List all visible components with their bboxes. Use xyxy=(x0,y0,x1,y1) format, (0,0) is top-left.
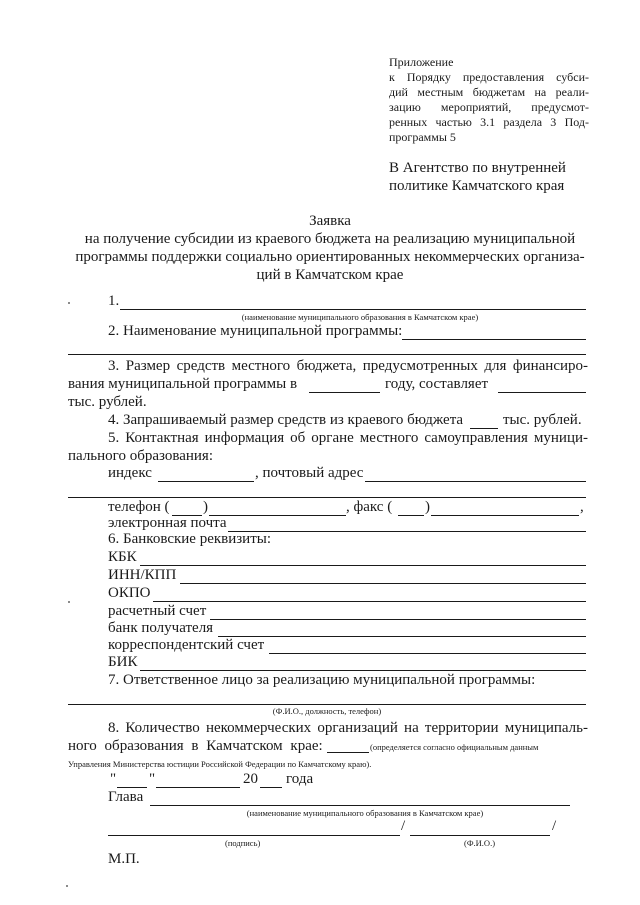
postal-address-field-cont[interactable] xyxy=(68,497,586,498)
item8-note-b: Управления Министерства юстиции Российской Федерации по Камчатскому краю). xyxy=(68,759,372,769)
item8-line2: ного образования в Камчатском крае: xyxy=(68,738,323,754)
date-quote-close: " xyxy=(149,771,156,787)
date-year-field[interactable] xyxy=(260,787,282,788)
local-budget-amount-field[interactable] xyxy=(498,392,586,393)
signature-field[interactable] xyxy=(108,835,400,836)
appendix-line: к Порядку предоставления субси- xyxy=(389,70,589,84)
item3-line1: 3. Размер средств местного бюджета, предусмотренных для финансиро- xyxy=(108,358,588,374)
fax-close-paren: ) xyxy=(425,499,430,515)
item5-line2: пального образования: xyxy=(68,448,213,464)
item7-caption: (Ф.И.О., должность, телефон) xyxy=(272,706,382,716)
phone-label: телефон ( xyxy=(108,499,170,515)
phone-close-paren: ) xyxy=(203,499,208,515)
phone-number-field[interactable] xyxy=(209,515,346,516)
addressee-line: политике Камчатского края xyxy=(389,178,565,194)
program-name-field[interactable] xyxy=(402,339,586,340)
appendix-line: дий местным бюджетам на реали- xyxy=(389,85,589,99)
date-day-field[interactable] xyxy=(117,787,147,788)
index-field[interactable] xyxy=(158,481,254,482)
item1-number: 1. xyxy=(108,293,120,309)
fax-number-field[interactable] xyxy=(431,515,579,516)
fio-caption: (Ф.И.О.) xyxy=(464,838,496,848)
bik-field[interactable] xyxy=(140,670,586,671)
email-field[interactable] xyxy=(228,531,586,532)
head-municipality-field[interactable] xyxy=(150,805,570,806)
municipality-name-field[interactable] xyxy=(120,309,586,310)
postal-address-label: , почтовый адрес xyxy=(255,465,364,481)
recipient-bank-field[interactable] xyxy=(218,636,586,637)
year-suffix: года xyxy=(286,771,314,787)
item1-caption: (наименование муниципального образования в Камчатском крае) xyxy=(241,312,479,322)
appendix-line: программы 5 xyxy=(389,130,456,144)
index-label: индекс xyxy=(108,465,152,481)
item5-line1: 5. Контактная информация об органе местного самоуправления муници- xyxy=(108,430,588,446)
item8-line1: 8. Количество некоммерческих организаций на территории муниципаль- xyxy=(108,720,588,736)
form-subtitle-line: программы поддержки социально ориентированных некоммерческих организа- xyxy=(75,249,585,265)
date-quote-open: " xyxy=(110,771,117,787)
kbk-field[interactable] xyxy=(140,565,586,566)
fax-code-field[interactable] xyxy=(398,515,424,516)
appendix-title: Приложение xyxy=(389,55,454,69)
item4-label: 4. Запрашиваемый размер средств из краевого бюджета xyxy=(108,412,464,428)
head-caption: (наименование муниципального образования в Камчатском крае) xyxy=(246,808,484,818)
item3-line2a: вания муниципальной программы в xyxy=(68,376,298,392)
settlement-account-field[interactable] xyxy=(210,619,586,620)
bank-field-label: БИК xyxy=(108,654,138,670)
form-subtitle-line: на получение субсидии из краевого бюджета на реализацию муниципальной xyxy=(84,231,576,247)
program-name-field-cont[interactable] xyxy=(68,354,586,355)
appendix-line: зацию мероприятий, предусмот- xyxy=(389,100,589,114)
program-year-field[interactable] xyxy=(309,392,380,393)
addressee-line: В Агентство по внутренней xyxy=(389,160,566,176)
form-subtitle-line: ций в Камчатском крае xyxy=(256,267,404,283)
item6-label: 6. Банковские реквизиты: xyxy=(108,531,272,547)
bank-field-label: корреспондентский счет xyxy=(108,637,265,653)
bank-field-label: КБК xyxy=(108,549,137,565)
item8-note-a: (определяется согласно официальным данным xyxy=(370,742,539,752)
inn-kpp-field[interactable] xyxy=(180,583,586,584)
stamp-label: М.П. xyxy=(108,851,140,867)
year-prefix: 20 xyxy=(243,771,258,787)
email-label: электронная почта xyxy=(108,515,227,531)
item7-label: 7. Ответственное лицо за реализацию муниципальной программы: xyxy=(108,672,536,688)
date-month-field[interactable] xyxy=(156,787,240,788)
fax-label: , факс ( xyxy=(346,499,393,515)
okpo-field[interactable] xyxy=(153,601,586,602)
bank-field-label: банк получателя xyxy=(108,620,214,636)
responsible-person-field[interactable] xyxy=(68,704,586,705)
correspondent-account-field[interactable] xyxy=(269,653,586,654)
fax-comma: , xyxy=(580,499,584,515)
bank-field-label: ИНН/КПП xyxy=(108,567,177,583)
postal-address-field[interactable] xyxy=(365,481,586,482)
item3-line3: тыс. рублей. xyxy=(68,394,147,410)
item4-unit: тыс. рублей. xyxy=(503,412,582,428)
bank-field-label: расчетный счет xyxy=(108,603,207,619)
fio-field[interactable] xyxy=(410,835,550,836)
form-title: Заявка xyxy=(309,213,351,229)
fio-slash: / xyxy=(552,818,557,834)
bank-field-label: ОКПО xyxy=(108,585,151,601)
scan-speck xyxy=(68,601,70,603)
signature-slash: / xyxy=(401,818,406,834)
appendix-line: ренных частью 3.1 раздела 3 Под- xyxy=(389,115,589,129)
sign-caption: (подпись) xyxy=(225,838,261,848)
scan-speck xyxy=(68,302,70,304)
requested-amount-field[interactable] xyxy=(470,428,498,429)
scan-speck xyxy=(66,885,68,887)
item3-line2b: году, составляет xyxy=(385,376,489,392)
head-label: Глава xyxy=(108,789,144,805)
nko-count-field[interactable] xyxy=(327,752,369,753)
item2-label: 2. Наименование муниципальной программы: xyxy=(108,323,403,339)
